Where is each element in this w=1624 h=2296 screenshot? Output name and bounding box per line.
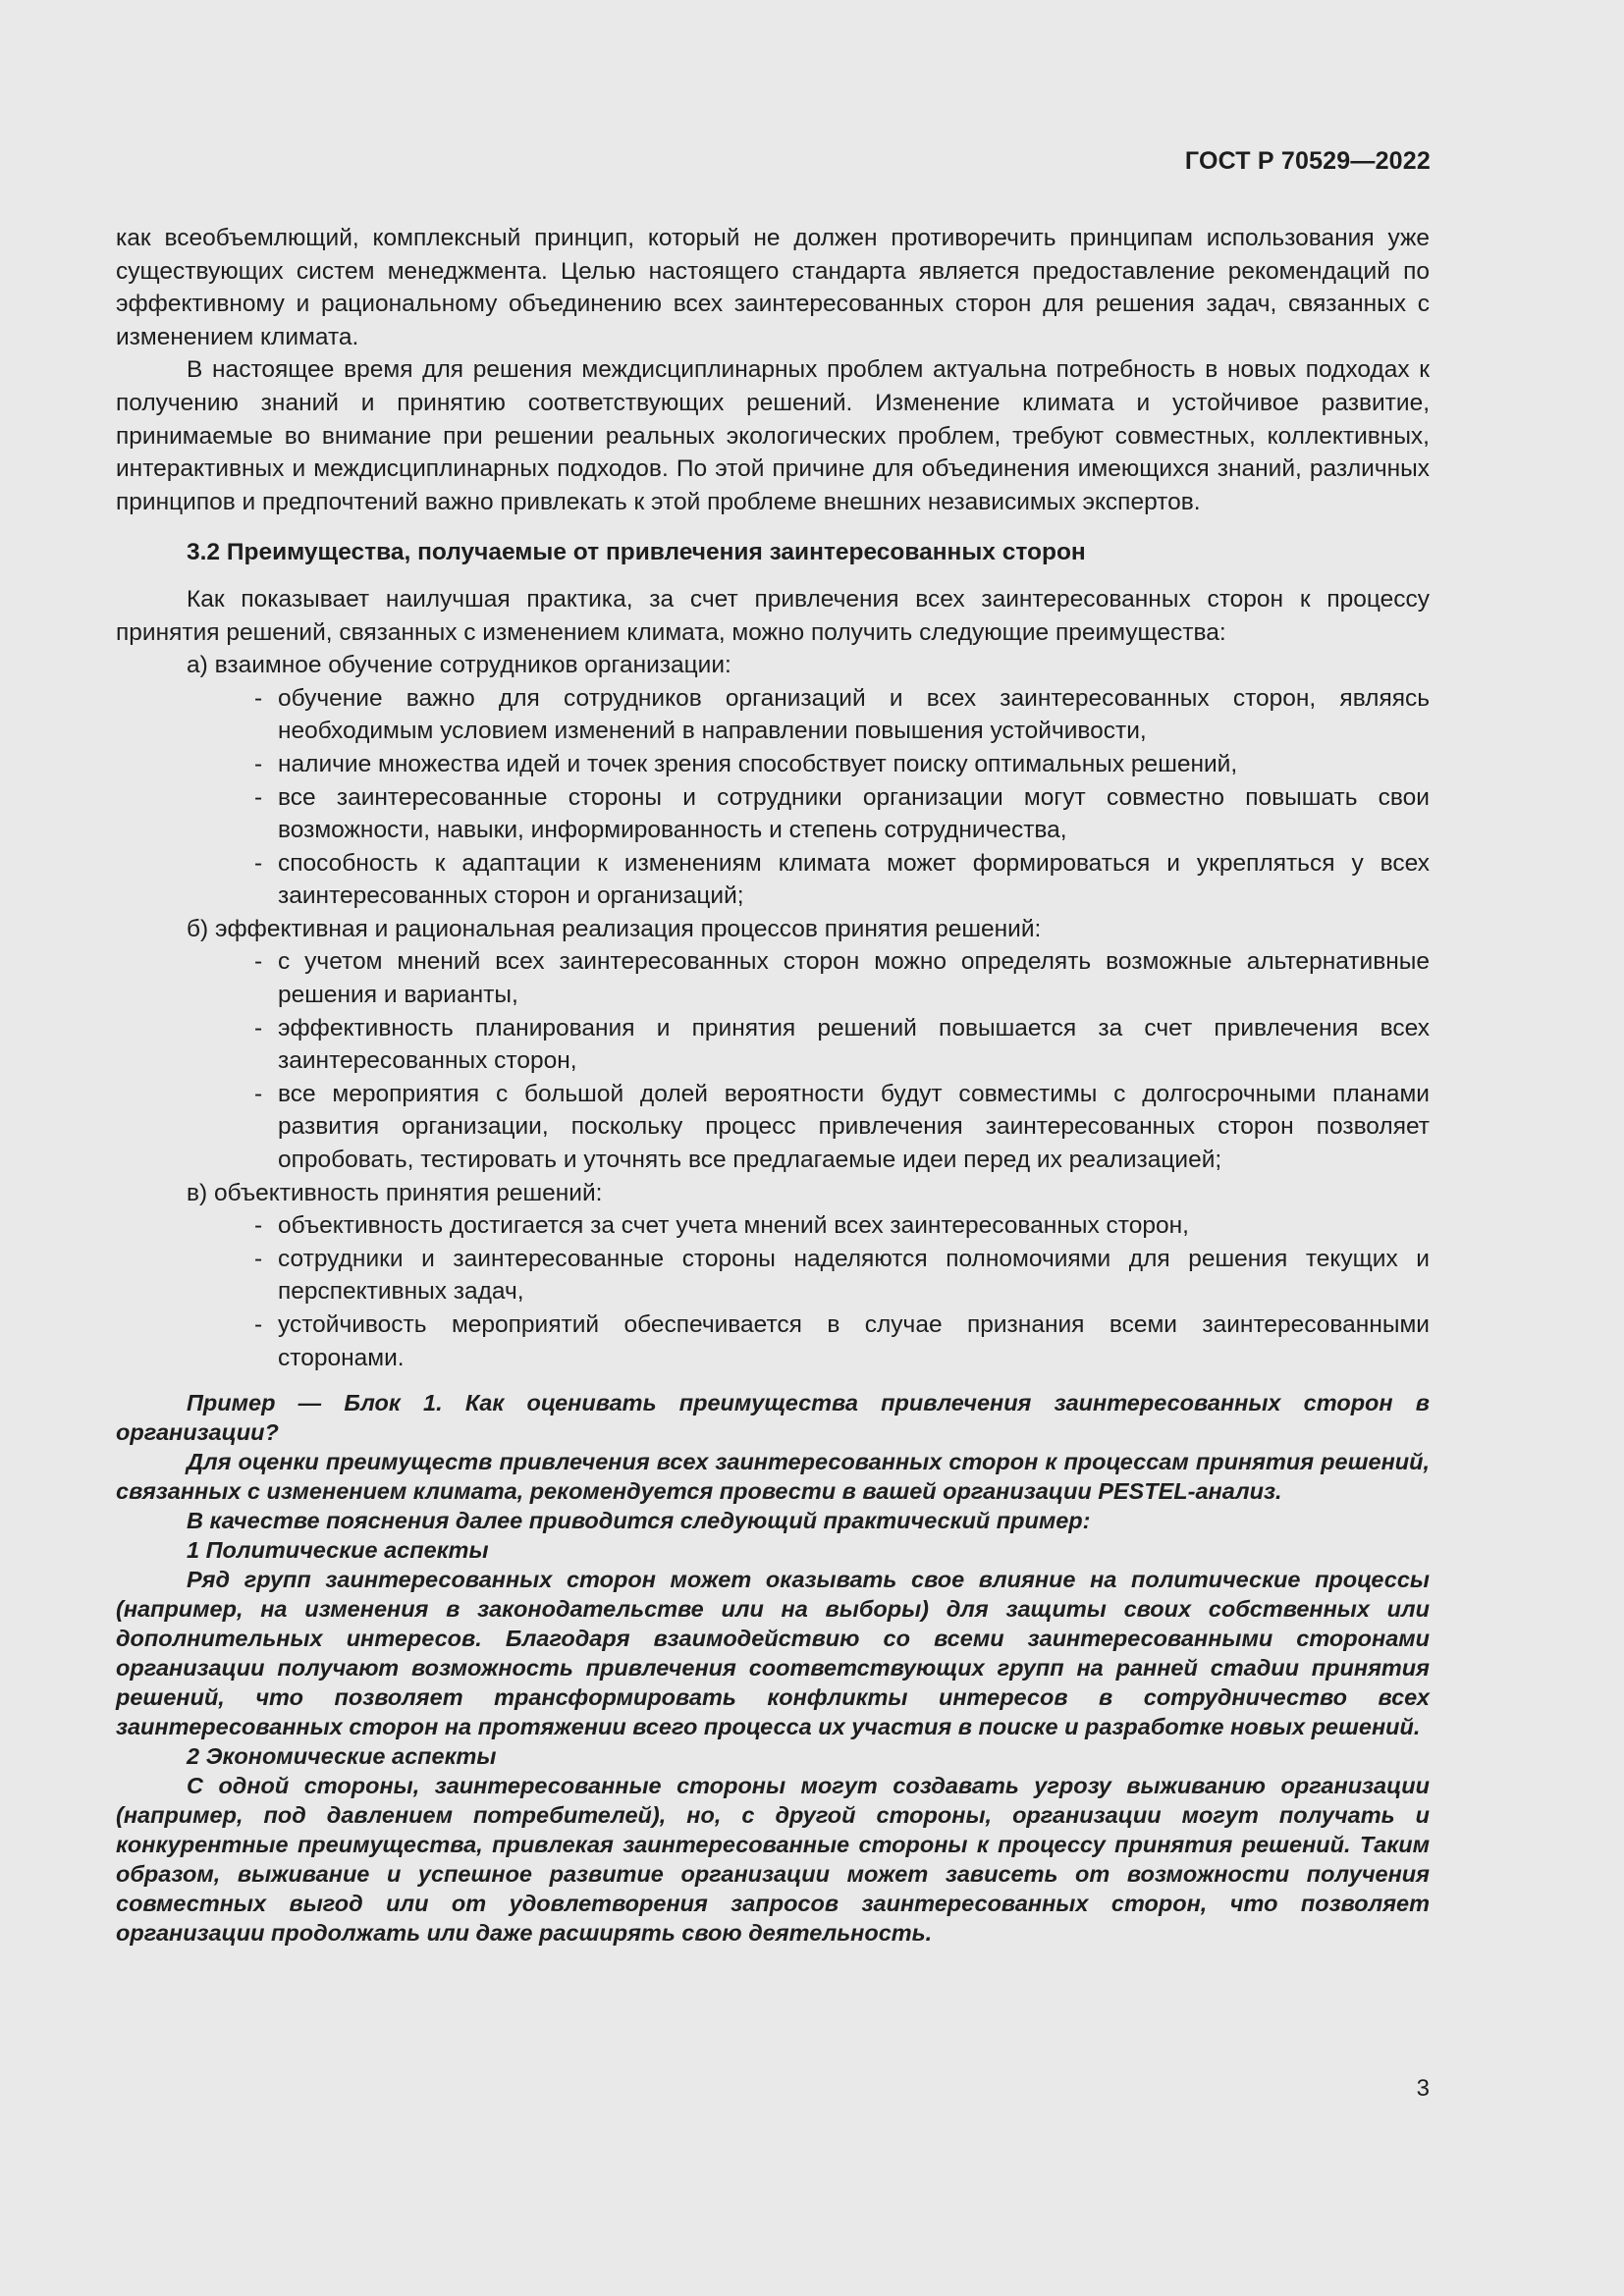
document-code: ГОСТ Р 70529—2022 xyxy=(1184,147,1431,175)
benefit-list xyxy=(116,945,1430,1176)
example-title: Пример — Блок 1. Как оценивать преимущества привлечения заинтересованных сторон в организации? xyxy=(116,1390,1430,1446)
benefit-group-a xyxy=(116,649,1430,913)
benefit-list xyxy=(116,1209,1430,1374)
example-paragraph: В качестве пояснения далее приводится следующий практический пример: xyxy=(187,1508,1091,1534)
list-item: - объективность достигается за счет учета мнений всех заинтересованных сторон, xyxy=(278,1209,1430,1243)
section-title: 3.2 Преимущества, получаемые от привлечения заинтересованных сторон xyxy=(187,539,1086,566)
list-item: - эффективность планирования и принятия решений повышается за счет привлечения всех заинтересованных сторон, xyxy=(278,1012,1430,1078)
example-paragraph: Для оценки преимуществ привлечения всех заинтересованных сторон к процессам принятия решений, связанных с изменением климата, рекомендуется провести в вашей организации PESTEL-анализ. xyxy=(116,1449,1430,1505)
example-subheading: 2 Экономические аспекты xyxy=(187,1743,497,1770)
example-paragraph: С одной стороны, заинтересованные стороны могут создавать угрозу выживанию организации (например, под давлением потребителей), но, с другой стороны, организации могут получать и конкурентные преимущества, привлекая заинтересованные стороны к процессу принятия решений. Таким образом, выживание и успешное развитие организации может зависеть от возможности получения совместных выгод или от удовлетворения запросов заинтересованных сторон, что позволяет организации продолжать или даже расширять свою деятельность. xyxy=(116,1773,1430,1947)
benefit-group-b xyxy=(116,913,1430,1177)
list-item: - устойчивость мероприятий обеспечивается в случае признания всеми заинтересованными сторонами. xyxy=(278,1308,1430,1374)
benefit-list xyxy=(116,682,1430,913)
example-subheading: 1 Политические аспекты xyxy=(187,1537,489,1564)
list-item: - наличие множества идей и точек зрения способствует поиску оптимальных решений, xyxy=(278,748,1430,781)
list-item: - способность к адаптации к изменениям климата может формироваться и укрепляться у всех заинтересованных сторон и организаций; xyxy=(278,847,1430,913)
list-item: - все заинтересованные стороны и сотрудники организации могут совместно повышать свои возможности, навыки, информированность и степень сотрудничества, xyxy=(278,781,1430,847)
intro-paragraph-2: В настоящее время для решения междисциплинарных проблем актуальна потребность в новых подходах к получению знаний и принятию соответствующих решений. Изменение климата и устойчивое развитие, принимаемые во внимание при решении реальных экологических проблем, требуют совместных, коллективных, интерактивных и междисциплинарных подходов. По этой причине для объединения имеющихся знаний, различных принципов и предпочтений важно привлекать к этой проблеме внешних независимых экспертов. xyxy=(116,356,1430,515)
benefit-group-c xyxy=(116,1177,1430,1375)
page-content xyxy=(116,222,1430,1948)
list-item: - сотрудники и заинтересованные стороны наделяются полномочиями для решения текущих и перспективных задач, xyxy=(278,1243,1430,1308)
list-item: - все мероприятия с большой долей вероятности будут совместимы с долгосрочными планами развития организации, поскольку процесс привлечения заинтересованных сторон позволяет опробовать, тестировать и уточнять все предлагаемые идеи перед их реализацией; xyxy=(278,1078,1430,1177)
benefit-group-heading: б) эффективная и рациональная реализация процессов принятия решений: xyxy=(187,915,1042,942)
benefit-group-heading: а) взаимное обучение сотрудников организации: xyxy=(187,652,731,679)
benefit-group-heading: в) объективность принятия решений: xyxy=(187,1179,603,1206)
intro-paragraph-1: как всеобъемлющий, комплексный принцип, который не должен противоречить принципам использования уже существующих систем менеджмента. Целью настоящего стандарта является предоставление рекомендаций по эффективному и рациональному объединению всех заинтересованных сторон для решения задач, связанных с изменением климата. xyxy=(116,225,1430,350)
page-number: 3 xyxy=(1416,2075,1430,2102)
list-item: - обучение важно для сотрудников организаций и всех заинтересованных сторон, являясь необходимым условием изменений в направлении повышения устойчивости, xyxy=(278,682,1430,748)
section-lead-paragraph: Как показывает наилучшая практика, за счет привлечения всех заинтересованных сторон к процессу принятия решений, связанных с изменением климата, можно получить следующие преимущества: xyxy=(116,585,1430,646)
example-paragraph: Ряд групп заинтересованных сторон может оказывать свое влияние на политические процессы (например, на изменения в законодательстве или на выборы) для защиты своих собственных или дополнительных интересов. Благодаря взаимодействию со всеми заинтересованными сторонами организации получают возможность привлечения соответствующих групп на ранней стадии принятия решений, что позволяет трансформировать конфликты интересов в сотрудничество всех заинтересованных сторон на протяжении всего процесса их участия в поиске и разработке новых решений. xyxy=(116,1567,1430,1740)
example-block xyxy=(116,1388,1430,1948)
list-item: - с учетом мнений всех заинтересованных сторон можно определять возможные альтернативные решения и варианты, xyxy=(278,945,1430,1011)
